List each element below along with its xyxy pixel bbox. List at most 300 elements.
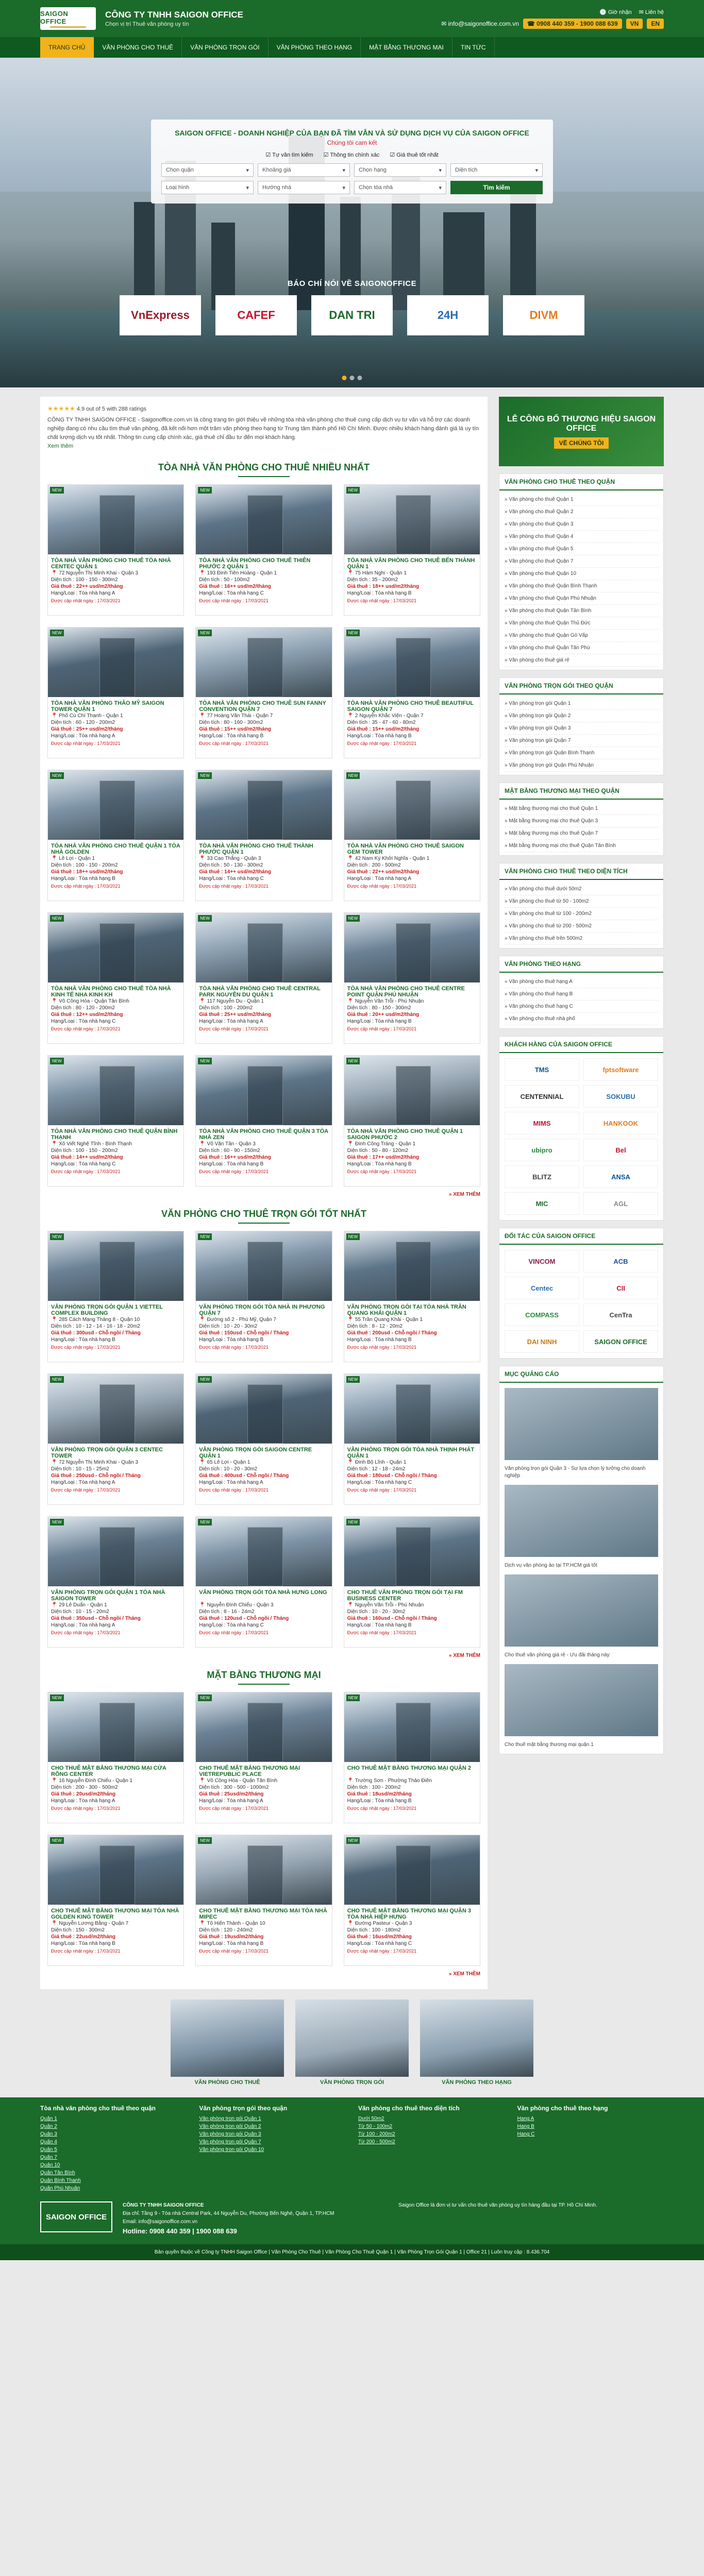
sidebar-list-item[interactable]: » Văn phòng cho thuê hạng C: [505, 1001, 658, 1013]
listing-address: 📍 Võ Công Hòa - Quận Tân Bình: [51, 998, 129, 1005]
footer-link[interactable]: Hạng C: [517, 2131, 535, 2138]
listing-image[interactable]: [48, 628, 183, 697]
listing-image[interactable]: [344, 628, 480, 697]
listing-area: Diện tích : 50 - 100m2: [199, 577, 250, 583]
press-logo[interactable]: VnExpress: [120, 295, 201, 335]
partners-title: ĐỐI TÁC CỦA SAIGON OFFICE: [499, 1228, 663, 1245]
listing-address: 📍 Nguyễn Văn Trỗi - Phú Nhuận: [347, 1602, 424, 1608]
featured-badge: NEW: [50, 1058, 64, 1064]
sidebar-list-item[interactable]: » Văn phòng trọn gói Quận 1: [505, 698, 658, 710]
contact-link[interactable]: ✉ Liên hệ: [639, 9, 664, 15]
listing-rank: Hạng/Loại : Tòa nhà hạng B: [347, 1161, 412, 1167]
listing-image[interactable]: [196, 628, 331, 697]
chevron-down-icon: ▾: [246, 167, 249, 174]
featured-badge: NEW: [50, 1233, 64, 1240]
listing-address: 📍 Nguyễn Đình Chiểu - Quận 3: [199, 1602, 274, 1608]
featured-badge: NEW: [50, 1519, 64, 1526]
footer-link[interactable]: Văn phòng trọn gói Quận 10: [199, 2147, 264, 2153]
press-section: [0, 279, 704, 335]
press-title: BÁO CHÍ NÓI VỀ SAIGONOFFICE: [287, 279, 417, 288]
featured-badge: NEW: [198, 1376, 212, 1383]
listing-card[interactable]: [47, 770, 184, 901]
sidebar-list-item[interactable]: » Văn phòng cho thuê Quận Tân Bình: [505, 605, 658, 617]
listing-image[interactable]: [196, 1692, 331, 1762]
partner-logo[interactable]: CenTra: [583, 1303, 658, 1326]
listing-image[interactable]: [344, 913, 480, 982]
listing-price: Giá thuê : 350usd - Chỗ ngồi / Tháng: [51, 1616, 141, 1622]
chevron-down-icon: ▾: [439, 167, 442, 174]
sidebar-list-item[interactable]: » Văn phòng cho thuê Quận 3: [505, 518, 658, 531]
email-link[interactable]: ✉ info@saigonoffice.com.vn: [441, 20, 519, 27]
listing-date: Được cập nhật ngày : 17/03/2021: [51, 1026, 121, 1032]
listing-date: Được cập nhật ngày : 17/03/2021: [347, 884, 417, 889]
client-logo[interactable]: SOKUBU: [583, 1085, 658, 1108]
listing-card[interactable]: [47, 912, 184, 1044]
search-select[interactable]: [258, 181, 350, 194]
client-logo[interactable]: AGL: [583, 1192, 658, 1215]
listing-image[interactable]: [48, 1692, 183, 1762]
client-logo[interactable]: fptsoftware: [583, 1058, 658, 1081]
listing-card[interactable]: [47, 1835, 184, 1966]
listing-image[interactable]: [196, 1517, 331, 1586]
listing-card[interactable]: [47, 1692, 184, 1823]
listing-card[interactable]: [344, 627, 480, 758]
header-contact: [441, 9, 664, 29]
search-title: SAIGON OFFICE - DOANH NGHIỆP CỦA BẠN ĐÃ TÌM VẪN VÀ SỬ DỤNG DỊCH VỤ CỦA SAIGON OFFICE: [175, 129, 529, 137]
sidebar-list-item[interactable]: » Văn phòng cho thuê dưới 50m2: [505, 883, 658, 895]
listing-grid: [47, 484, 480, 1187]
sidebar-list-item[interactable]: » Văn phòng cho thuê Quận Tân Phú: [505, 642, 658, 654]
listing-title[interactable]: TÒA NHÀ VĂN PHÒNG CHO THUÊ QUẬN 3 TÒA NHÀ ZEN: [199, 1128, 328, 1141]
listing-title[interactable]: VĂN PHÒNG TRỌN GÓI TÒA NHÀ IN PHƯƠNG QUẬN 7: [199, 1304, 325, 1317]
sidebar-list-item[interactable]: » Văn phòng cho thuê Quận 2: [505, 506, 658, 518]
sidebar-banner[interactable]: [499, 397, 664, 466]
featured-badge: NEW: [50, 1837, 64, 1844]
footer-column-title: Văn phòng cho thuê theo hạng: [517, 2105, 608, 2112]
intro-more-link[interactable]: Xem thêm: [47, 443, 74, 450]
footer-note: Saigon Office là đơn vị tư vấn cho thuê văn phòng uy tín hàng đầu tại TP. Hồ Chí Minh.: [398, 2202, 597, 2209]
search-select[interactable]: [354, 181, 446, 194]
listing-title[interactable]: TÒA NHÀ VĂN PHÒNG CHO THUÊ QUẬN 1 SAIGON PHƯỚC 2: [347, 1128, 463, 1141]
partner-logo[interactable]: COMPASS: [505, 1303, 579, 1326]
featured-badge: NEW: [198, 630, 212, 636]
listing-card[interactable]: [195, 1692, 332, 1823]
search-panel: [151, 120, 553, 204]
listing-card[interactable]: [195, 1055, 332, 1187]
listing-image[interactable]: [48, 1374, 183, 1444]
listing-area: Diện tích : 100 - 180m2: [347, 1927, 401, 1934]
footer-link[interactable]: Văn phòng trọn gói Quận 7: [199, 2139, 261, 2145]
bottom-category[interactable]: [171, 1999, 284, 2087]
listing-title[interactable]: CHO THUÊ MẶT BẰNG THƯƠNG MẠI VIETREPUBLIC PLACE: [199, 1765, 300, 1778]
listing-image[interactable]: [344, 770, 480, 840]
bottom-category[interactable]: [420, 1999, 533, 2087]
listing-image[interactable]: [48, 770, 183, 840]
listing-image[interactable]: [196, 770, 331, 840]
listing-rank: Hạng/Loại : Tòa nhà hạng B: [199, 733, 264, 739]
footer-link[interactable]: Quận Bình Thạnh: [40, 2178, 81, 2184]
listing-title[interactable]: VĂN PHÒNG TRỌN GÓI SAIGON CENTRE QUẬN 1: [199, 1447, 312, 1460]
listing-image[interactable]: [48, 1517, 183, 1586]
lang-en-button[interactable]: EN: [647, 19, 664, 29]
hours-link[interactable]: 🕒 Giờ nhận: [599, 9, 632, 15]
listing-image[interactable]: [344, 1231, 480, 1301]
partner-logo[interactable]: ACB: [583, 1250, 658, 1273]
listing-title[interactable]: CHO THUÊ MẶT BẰNG THƯƠNG MẠI QUẬN 3 TÒA NHÀ HIỆP HƯNG: [347, 1908, 471, 1921]
listing-rank: Hạng/Loại : Tòa nhà hạng A: [199, 1019, 263, 1025]
listing-card[interactable]: [195, 770, 332, 901]
footer-link[interactable]: Văn phòng trọn gói Quận 2: [199, 2124, 261, 2130]
sidebar-list-item[interactable]: » Văn phòng trọn gói Quận Bình Thạnh: [505, 747, 658, 759]
listing-image[interactable]: [48, 485, 183, 554]
listing-title[interactable]: VĂN PHÒNG TRỌN GÓI QUẬN 3 CENTEC TOWER: [51, 1447, 163, 1460]
listing-date: Được cập nhật ngày : 17/03/2021: [199, 1630, 269, 1636]
listing-image[interactable]: [196, 913, 331, 982]
sidebar-list-box: [499, 783, 664, 856]
listing-card[interactable]: [344, 1516, 480, 1648]
listing-image[interactable]: [196, 1231, 331, 1301]
sidebar-list-item[interactable]: » Mặt bằng thương mại cho thuê Quận Tân Bình: [505, 840, 658, 852]
listing-card[interactable]: [47, 1516, 184, 1648]
listing-title[interactable]: CHO THUÊ MẶT BẰNG THƯƠNG MẠI CỬA RỒNG CENTER: [51, 1765, 166, 1778]
listing-title[interactable]: TÒA NHÀ VĂN PHÒNG CHO THUÊ SUN FANNY CONVENTION QUẬN 7: [199, 700, 326, 713]
bottom-category-label: VĂN PHÒNG TRỌN GÓI: [320, 2079, 384, 2086]
nav-item[interactable]: VĂN PHÒNG THEO HẠNG: [269, 37, 361, 58]
listing-title[interactable]: CHO THUÊ VĂN PHÒNG TRỌN GÓI TẠI FM BUSINESS CENTER: [347, 1589, 463, 1602]
listing-image[interactable]: [344, 485, 480, 554]
listing-card[interactable]: [344, 1692, 480, 1823]
partner-logo[interactable]: DAI NINH: [505, 1330, 579, 1353]
nav-item[interactable]: TIN TỨC: [452, 37, 495, 58]
listing-image[interactable]: [196, 485, 331, 554]
listing-card[interactable]: [195, 484, 332, 616]
footer-link[interactable]: Quận 1: [40, 2116, 57, 2122]
listing-title[interactable]: TÒA NHÀ VĂN PHÒNG CHO THUÊ TÒA NHÀ KINH TẾ NHA KINH KH: [51, 986, 171, 998]
listing-title[interactable]: TÒA NHÀ VĂN PHÒNG CHO THUÊ QUẬN BÌNH THẠNH: [51, 1128, 178, 1141]
bottom-category-label: VĂN PHÒNG THEO HẠNG: [442, 2079, 512, 2086]
footer-link[interactable]: Quận 4: [40, 2139, 57, 2145]
footer-link[interactable]: Quận 5: [40, 2147, 57, 2153]
listing-address: 📍 72 Nguyễn Thị Minh Khai - Quận 3: [51, 1460, 139, 1466]
listing-title[interactable]: VĂN PHÒNG TRỌN GÓI TÒA NHÀ THỊNH PHÁT QUẬN 1: [347, 1447, 475, 1460]
featured-badge: NEW: [198, 1837, 212, 1844]
listing-title[interactable]: CHO THUÊ MẶT BẰNG THƯƠNG MẠI TÒA NHÀ MIPEC: [199, 1908, 327, 1921]
listing-card[interactable]: [195, 1231, 332, 1362]
listing-rank: Hạng/Loại : Tòa nhà hạng A: [51, 590, 115, 597]
sidebar-list-item[interactable]: » Văn phòng trọn gói Quận Phú Nhuận: [505, 759, 658, 772]
listing-price: Giá thuê : 14++ usd/m2/tháng: [51, 1155, 123, 1161]
press-logo[interactable]: DIVM: [503, 295, 584, 335]
listing-address: 📍 Phố Cù Chí Thanh - Quận 1: [51, 713, 123, 719]
search-option[interactable]: ☑ Thông tin chính xác: [323, 152, 380, 158]
client-logo[interactable]: ubipro: [505, 1139, 579, 1161]
listing-title[interactable]: VĂN PHÒNG TRỌN GÓI TẠI TÒA NHÀ TRẦN QUANG KHẢI QUẬN 1: [347, 1304, 466, 1317]
footer-link[interactable]: Quận 7: [40, 2155, 57, 2161]
sidebar-list-item[interactable]: » Văn phòng cho thuê Quận 5: [505, 543, 658, 555]
lang-vn-button[interactable]: VN: [626, 19, 643, 29]
listing-card[interactable]: [47, 484, 184, 616]
listing-card[interactable]: [195, 627, 332, 758]
view-more-link[interactable]: » XEM THÊM: [448, 1653, 480, 1659]
listing-image[interactable]: [344, 1692, 480, 1762]
hero-banner: [0, 58, 704, 387]
footer-link[interactable]: Từ 100 - 200m2: [358, 2131, 395, 2138]
search-button[interactable]: Tìm kiếm: [450, 181, 543, 194]
listing-rank: Hạng/Loại : Tòa nhà hạng B: [347, 590, 412, 597]
listing-title[interactable]: TÒA NHÀ VĂN PHÒNG CHO THUÊ BEAUTIFUL SAIGON QUẬN 7: [347, 700, 474, 713]
listing-card[interactable]: [195, 1835, 332, 1966]
client-logo[interactable]: MIMS: [505, 1112, 579, 1134]
listing-image[interactable]: [196, 1056, 331, 1125]
listing-card[interactable]: [344, 1374, 480, 1505]
listing-area: Diện tích : 100 - 200m2: [347, 1785, 401, 1791]
client-logo[interactable]: ANSA: [583, 1165, 658, 1188]
client-logo[interactable]: Bel: [583, 1139, 658, 1161]
listing-card[interactable]: [344, 770, 480, 901]
search-select[interactable]: [354, 163, 446, 177]
client-logo[interactable]: CENTENNIAL: [505, 1085, 579, 1108]
listing-title[interactable]: VĂN PHÒNG TRỌN GÓI QUẬN 1 VIETTEL COMPLEX BUILDING: [51, 1304, 163, 1317]
listing-address: 📍 29 Lê Duẩn - Quận 1: [51, 1602, 107, 1608]
footer-link[interactable]: Dưới 50m2: [358, 2116, 384, 2122]
listing-date: Được cập nhật ngày : 17/03/2021: [199, 1169, 269, 1175]
listing-image[interactable]: [344, 1374, 480, 1444]
listing-title[interactable]: TÒA NHÀ VĂN PHÒNG CHO THUÊ TÒA NHÀ CENTEC QUẬN 1: [51, 557, 171, 570]
nav-item[interactable]: VĂN PHÒNG CHO THUÊ: [94, 37, 182, 58]
sidebar-list-item[interactable]: » Văn phòng cho thuê giá rẻ: [505, 654, 658, 667]
sidebar-list-item[interactable]: » Văn phòng cho thuê hạng B: [505, 988, 658, 1001]
listing-title[interactable]: TÒA NHÀ VĂN PHÒNG CHO THUÊ THIÊN PHƯỚC 2 QUẬN 1: [199, 557, 311, 570]
sidebar-list-item[interactable]: » Văn phòng cho thuê hạng A: [505, 976, 658, 988]
listing-card[interactable]: [344, 1055, 480, 1187]
listing-title[interactable]: TÒA NHÀ VĂN PHÒNG CHO THUÊ QUẬN 1 TÒA NHÀ GOLDEN: [51, 843, 180, 856]
ad-image[interactable]: [505, 1664, 658, 1736]
press-logo[interactable]: DAN TRI: [311, 295, 393, 335]
partners-box: [499, 1228, 664, 1359]
listing-price: Giá thuê : 150usd - Chỗ ngồi / Tháng: [199, 1330, 289, 1336]
listing-image[interactable]: [344, 1056, 480, 1125]
phone-icon: ☎: [527, 20, 535, 27]
chevron-down-icon: ▾: [246, 184, 249, 191]
listing-card[interactable]: [195, 1374, 332, 1505]
listing-card[interactable]: [195, 912, 332, 1044]
company-block: [105, 10, 243, 27]
listing-card[interactable]: [344, 484, 480, 616]
press-logo[interactable]: CAFEF: [215, 295, 297, 335]
ad-text[interactable]: Văn phòng trọn gói Quận 3 - Sự lựa chọn lý tưởng cho doanh nghiệp: [505, 1466, 646, 1479]
partner-logo[interactable]: SAIGON OFFICE: [583, 1330, 658, 1353]
bottom-category[interactable]: [295, 1999, 409, 2087]
footer-link[interactable]: Quận Phú Nhuận: [40, 2185, 80, 2192]
listing-price: Giá thuê : 22usd/m2/tháng: [51, 1934, 116, 1940]
sidebar-list-item[interactable]: » Văn phòng trọn gói Quận 2: [505, 710, 658, 722]
sidebar-list-item[interactable]: » Văn phòng cho thuê Quận Gò Vấp: [505, 630, 658, 642]
sidebar-list-item[interactable]: » Mặt bằng thương mại cho thuê Quận 7: [505, 827, 658, 840]
sidebar-list-item[interactable]: » Văn phòng cho thuê Quận 10: [505, 568, 658, 580]
sidebar-list-item[interactable]: » Văn phòng cho thuê nhà phố: [505, 1013, 658, 1025]
sidebar-list-item[interactable]: » Văn phòng cho thuê Quận Bình Thạnh: [505, 580, 658, 592]
footer-hotline[interactable]: Hotline: 0908 440 359 | 1900 088 639: [123, 2227, 237, 2235]
search-select[interactable]: [161, 163, 254, 177]
sidebar-list-item[interactable]: » Văn phòng cho thuê Quận Phú Nhuận: [505, 592, 658, 605]
listing-image[interactable]: [196, 1835, 331, 1905]
listing-area: Diện tích : 150 - 300m2: [51, 1927, 105, 1934]
listing-date: Được cập nhật ngày : 17/03/2021: [347, 1948, 417, 1954]
listing-card[interactable]: [344, 1231, 480, 1362]
listing-area: Diện tích : 100 - 150 - 300m2: [51, 577, 118, 583]
footer-link[interactable]: Từ 50 - 100m2: [358, 2124, 393, 2130]
listing-image[interactable]: [48, 1835, 183, 1905]
footer-link[interactable]: Hạng A: [517, 2116, 534, 2122]
listing-card[interactable]: [195, 1516, 332, 1648]
featured-badge: NEW: [198, 1233, 212, 1240]
select-label: Diện tích: [455, 167, 478, 173]
partner-logo[interactable]: Centec: [505, 1277, 579, 1299]
listing-card[interactable]: [344, 912, 480, 1044]
client-logo[interactable]: HANKOOK: [583, 1112, 658, 1134]
ad-image[interactable]: [505, 1574, 658, 1647]
footer-email[interactable]: Email: info@saigonoffice.com.vn: [123, 2219, 198, 2225]
featured-badge: NEW: [346, 487, 360, 494]
listing-title[interactable]: TÒA NHÀ VĂN PHÒNG CHO THUÊ THÀNH PHƯỚC QUẬN 1: [199, 843, 313, 856]
listing-address: 📍 65 Lê Lợi - Quận 1: [199, 1460, 250, 1466]
nav-item[interactable]: TRANG CHỦ: [40, 37, 94, 58]
ads-title: MỤC QUẢNG CÁO: [499, 1366, 663, 1383]
partner-logo[interactable]: CII: [583, 1277, 658, 1299]
listing-card[interactable]: [47, 1374, 184, 1505]
sidebar-list-title: VĂN PHÒNG CHO THUÊ THEO DIỆN TÍCH: [499, 863, 663, 880]
nav-item[interactable]: VĂN PHÒNG TRỌN GÓI: [182, 37, 268, 58]
client-logo[interactable]: MIC: [505, 1192, 579, 1215]
listing-image[interactable]: [344, 1835, 480, 1905]
listing-area: Diện tích : 50 - 130 - 300m2: [199, 862, 263, 869]
listing-address: 📍 75 Hàm Nghi - Quận 1: [347, 570, 407, 577]
sidebar-list-item[interactable]: » Văn phòng cho thuê từ 50 - 100m2: [505, 895, 658, 908]
footer-company: CÔNG TY TNHH SAIGON OFFICE: [123, 2202, 204, 2209]
hotline-button[interactable]: [523, 19, 622, 29]
footer-link[interactable]: Quận 2: [40, 2124, 57, 2130]
listing-image[interactable]: [196, 1374, 331, 1444]
listing-address: 📍 Lê Lợi - Quận 1: [51, 856, 95, 862]
listing-address: 📍 Võ Văn Tần - Quận 3: [199, 1141, 256, 1147]
sidebar-list-item[interactable]: » Mặt bằng thương mại cho thuê Quận 1: [505, 803, 658, 815]
footer-link[interactable]: Quận 3: [40, 2131, 57, 2138]
about-us-button[interactable]: VỀ CHÚNG TÔI: [554, 437, 609, 449]
sidebar-list-item[interactable]: » Văn phòng cho thuê từ 200 - 500m2: [505, 920, 658, 933]
ad-text[interactable]: Dịch vụ văn phòng ảo tại TP.HCM giá tốt: [505, 1563, 597, 1568]
sidebar-list-item[interactable]: » Văn phòng cho thuê trên 500m2: [505, 933, 658, 945]
nav-item[interactable]: MẶT BẰNG THƯƠNG MẠI: [361, 37, 452, 58]
listing-title[interactable]: CHO THUÊ MẶT BẰNG THƯƠNG MẠI QUẬN 2: [347, 1765, 471, 1772]
listing-card[interactable]: [47, 1055, 184, 1187]
listing-price: Giá thuê : 12++ usd/m2/tháng: [51, 1012, 123, 1018]
listing-rank: Hạng/Loại : Tòa nhà hạng C: [51, 1019, 116, 1025]
section-title: VĂN PHÒNG CHO THUÊ TRỌN GÓI TỐT NHẤT: [47, 1209, 480, 1224]
client-logo[interactable]: TMS: [505, 1058, 579, 1081]
listing-area: Diện tích : 10 - 12 - 14 - 16 - 18 - 20m2: [51, 1324, 140, 1330]
site-logo[interactable]: [40, 7, 96, 30]
search-option[interactable]: ☑ Giá thuê tốt nhất: [390, 152, 439, 158]
view-more-link[interactable]: » XEM THÊM: [448, 1971, 480, 1977]
listing-area: Diện tích : 80 - 160 - 300m2: [199, 720, 263, 726]
sidebar-list-item[interactable]: » Văn phòng cho thuê Quận 4: [505, 531, 658, 543]
ad-text[interactable]: Cho thuê mặt bằng thương mại quận 1: [505, 1742, 594, 1748]
ad-image[interactable]: [505, 1485, 658, 1557]
ad-text[interactable]: Cho thuê văn phòng giá rẻ - Ưu đãi tháng này: [505, 1652, 610, 1658]
search-option[interactable]: ☑ Tự văn tìm kiếm: [265, 152, 313, 158]
footer-link[interactable]: Quận Tân Bình: [40, 2170, 75, 2176]
listing-area: Diện tích : 50 - 80 - 120m2: [347, 1148, 409, 1154]
listing-image[interactable]: [344, 1517, 480, 1586]
view-more-link[interactable]: » XEM THÊM: [448, 1192, 480, 1198]
partner-logo[interactable]: VINCOM: [505, 1250, 579, 1273]
search-select[interactable]: [258, 163, 350, 177]
listing-image[interactable]: [48, 1056, 183, 1125]
sidebar-list-item[interactable]: » Văn phòng cho thuê Quận 7: [505, 555, 658, 568]
footer-link[interactable]: Văn phòng trọn gói Quận 1: [199, 2116, 261, 2122]
sidebar-list-item[interactable]: » Văn phòng cho thuê từ 100 - 200m2: [505, 908, 658, 920]
press-logo[interactable]: 24H: [407, 295, 489, 335]
slider-dots[interactable]: [342, 376, 362, 380]
ad-image[interactable]: [505, 1388, 658, 1460]
footer-link[interactable]: Văn phòng trọn gói Quận 3: [199, 2131, 261, 2138]
footer-link[interactable]: Quận 10: [40, 2162, 60, 2168]
listing-card[interactable]: [344, 1835, 480, 1966]
select-label: Chọn tòa nhà: [359, 184, 393, 191]
listing-date: Được cập nhật ngày : 17/03/2021: [51, 1487, 121, 1493]
listing-rank: Hạng/Loại : Tòa nhà hạng C: [199, 1622, 264, 1629]
listing-image[interactable]: [48, 1231, 183, 1301]
listing-date: Được cập nhật ngày : 17/03/2021: [51, 598, 121, 604]
client-logo[interactable]: BLITZ: [505, 1165, 579, 1188]
listing-title[interactable]: CHO THUÊ MẶT BẰNG THƯƠNG MẠI TÒA NHÀ GOLDEN KING TOWER: [51, 1908, 179, 1921]
sidebar-list-item[interactable]: » Văn phòng cho thuê Quận 1: [505, 494, 658, 506]
sidebar-list-item[interactable]: » Văn phòng trọn gói Quận 3: [505, 722, 658, 735]
bottom-category-label: VĂN PHÒNG CHO THUÊ: [194, 2079, 260, 2086]
listing-card[interactable]: [47, 627, 184, 758]
featured-badge: NEW: [198, 772, 212, 779]
listing-title[interactable]: TÒA NHÀ VĂN PHÒNG CHO THUÊ BẾN THÀNH QUẬN 1: [347, 557, 475, 570]
footer-logo[interactable]: SAIGON OFFICE: [40, 2201, 112, 2232]
listing-title[interactable]: TÒA NHÀ VĂN PHÒNG THẢO MỸ SAIGON TOWER QUẬN 1: [51, 700, 164, 713]
search-select[interactable]: [161, 181, 254, 194]
listing-rank: Hạng/Loại : Tòa nhà hạng A: [51, 1798, 115, 1804]
sidebar-list-title: VĂN PHÒNG THEO HẠNG: [499, 956, 663, 973]
listing-rank: Hạng/Loại : Tòa nhà hạng B: [347, 1798, 412, 1804]
listing-address: 📍 Đinh Bộ Lĩnh - Quận 1: [347, 1460, 407, 1466]
listing-title[interactable]: TÒA NHÀ VĂN PHÒNG CHO THUÊ SAIGON GEM TOWER: [347, 843, 464, 856]
listing-area: Diện tích : 10 - 20 - 30m2: [199, 1324, 258, 1330]
listing-date: Được cập nhật ngày : 17/03/2021: [347, 741, 417, 747]
listing-title[interactable]: TÒA NHÀ VĂN PHÒNG CHO THUÊ CENTRAL PARK NGUYỄN DU QUẬN 1: [199, 986, 321, 998]
section-title: TÒA NHÀ VĂN PHÒNG CHO THUÊ NHIỀU NHẤT: [47, 462, 480, 477]
footer-link[interactable]: Từ 200 - 500m2: [358, 2139, 395, 2145]
sidebar-list-item[interactable]: » Mặt bằng thương mại cho thuê Quận 3: [505, 815, 658, 827]
bottom-categories: [40, 1999, 664, 2087]
listing-image[interactable]: [48, 913, 183, 982]
footer-link[interactable]: Hạng B: [517, 2124, 534, 2130]
listing-card[interactable]: [47, 1231, 184, 1362]
search-select[interactable]: [450, 163, 543, 177]
listing-title[interactable]: VĂN PHÒNG TRỌN GÓI TÒA NHÀ HƯNG LONG: [199, 1589, 327, 1596]
sidebar-list-item[interactable]: » Văn phòng cho thuê Quận Thủ Đức: [505, 617, 658, 630]
sidebar-list-item[interactable]: » Văn phòng trọn gói Quận 7: [505, 735, 658, 747]
listing-date: Được cập nhật ngày : 17/03/2021: [199, 1806, 269, 1811]
sidebar-list-title: VĂN PHÒNG CHO THUÊ THEO QUẬN: [499, 474, 663, 490]
listing-title[interactable]: TÒA NHÀ VĂN PHÒNG CHO THUÊ CENTRE POINT QUẬN PHÚ NHUẬN: [347, 986, 465, 998]
listing-area: Diện tích : 10 - 15 - 25m2: [51, 1466, 109, 1472]
listing-title[interactable]: VĂN PHÒNG TRỌN GÓI QUẬN 1 TÒA NHÀ SAIGON TOWER: [51, 1589, 165, 1602]
